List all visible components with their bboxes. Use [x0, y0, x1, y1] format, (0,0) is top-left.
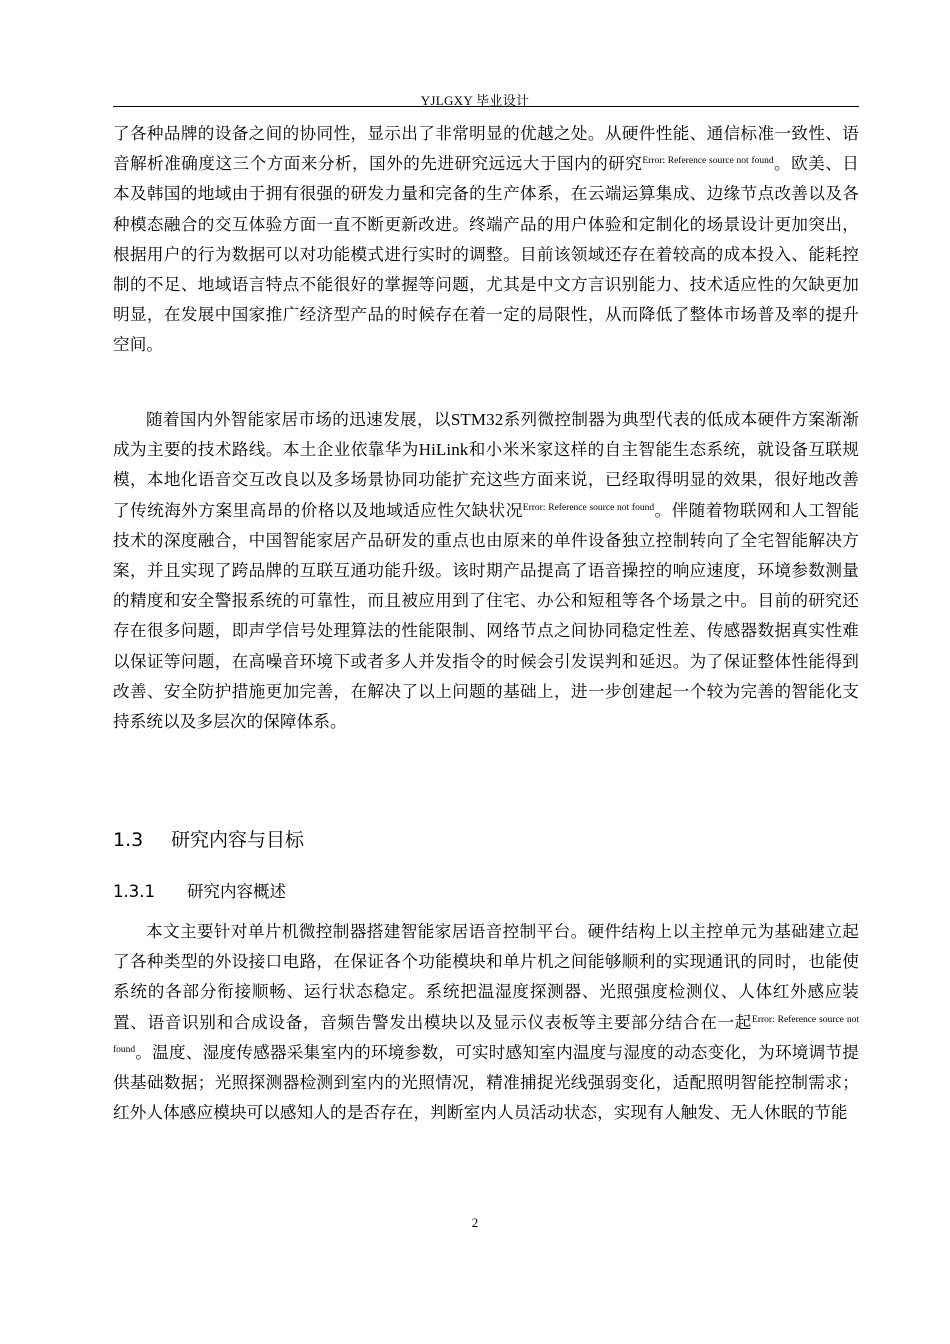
body-paragraph	[113, 405, 859, 737]
subsection-heading	[113, 878, 286, 902]
paragraph-text: 和小米米家这样的自主智能生态系统，就设备互联规模，本地化语音交互改良以及多场景协同功能扩充这些方面来说，已经取得明显的效果，很好地改善了传统海外方案里高昂的价格以及地域适应性欠缺状况	[113, 440, 859, 520]
reference-error: Error: Reference source not found	[522, 502, 655, 513]
latin-term: HiLink	[418, 440, 469, 460]
section-number: 1.3	[113, 829, 144, 851]
paragraph-text: 本文主要针对单片机微控制器搭建智能家居语音控制平台。硬件结构上以主控单元为基础建立起了各种类型的外设接口电路，在保证各个功能模块和单片机之间能够顺利的实现通讯的同时，也能使系统的各部分衔接顺畅、运行状态稳定。系统把温湿度探测器、光照强度检测仪、人体红外感应装置、语音识别和合成设备，音频告警发出模块以及显示仪表板等主要部分结合在一起	[113, 922, 859, 1032]
body-paragraph	[113, 917, 859, 1128]
paragraph-text: 了各种品牌的设备之间的协同性，显示出了非常明显的优越之处。从硬件性能、通信标准一致性、语音解析准确度这三个方面来分析，国外的先进研究远远大于国内的研究	[113, 124, 859, 174]
paragraph-text: 。温度、湿度传感器采集室内的环境参数，可实时感知室内温度与湿度的动态变化，为环境调节提供基础数据；光照探测器检测到室内的光照情况，精准捕捉光线强弱变化，适配照明智能控制需求；红外人体感应模块可以感知人的是否存在，判断室内人员活动状态，实现有人触发、无人休眠的节能	[113, 1042, 859, 1123]
section-title: 研究内容与目标	[171, 829, 305, 851]
reference-error: Error: Reference source not found	[642, 156, 774, 167]
subsection-number: 1.3.1	[113, 882, 155, 901]
paragraph-text: 系列微控制器为典型代表的低成本硬件方案渐渐成为主要的技术路线。本土企业依靠华为	[113, 410, 859, 460]
latin-term: STM32	[450, 410, 504, 429]
reference-error: Error: Reference source not found	[113, 1014, 859, 1055]
section-heading	[113, 825, 304, 852]
body-paragraph	[113, 119, 859, 361]
page-header: YJLGXY 毕业设计	[420, 93, 530, 108]
header-rule	[113, 106, 859, 107]
paragraph-text: 随着国内外智能家居市场的迅速发展，以	[146, 410, 451, 429]
page-number: 2	[471, 1215, 479, 1230]
paragraph-text: 。欧美、日本及韩国的地域由于拥有很强的研发力量和完备的生产体系，在云端运算集成、边缘节点改善以及各种模态融合的交互体验方面一直不断更新改进。终端产品的用户体验和定制化的场景设计更加突出，根据用户的行为数据可以对功能模式进行实时的调整。目前该领域还存在着较高的成本投入、能耗控制的不足、地域语言特点不能很好的掌握等问题，尤其是中文方言识别能力、技术适应性的欠缺更加明显，在发展中国家推广经济型产品的时候存在着一定的局限性，从而降低了整体市场普及率的提升空间。	[113, 154, 859, 355]
paragraph-text: 。伴随着物联网和人工智能技术的深度融合，中国智能家居产品研发的重点也由原来的单件设备独立控制转向了全宅智能解决方案，并且实现了跨品牌的互联互通功能升级。该时期产品提高了语音操控的响应速度，环境参数测量的精度和安全警报系统的可靠性，而且被应用到了住宅、办公和短租等各个场景之中。目前的研究还存在很多问题，即声学信号处理算法的性能限制、网络节点之间协同稳定性差、传感器数据真实性难以保证等问题，在高噪音环境下或者多人并发指令的时候会引发误判和延迟。为了保证整体性能得到改善、安全防护措施更加完善，在解决了以上问题的基础上，进一步创建起一个较为完善的智能化支持系统以及多层次的保障体系。	[113, 500, 860, 732]
subsection-title: 研究内容概述	[187, 882, 286, 901]
